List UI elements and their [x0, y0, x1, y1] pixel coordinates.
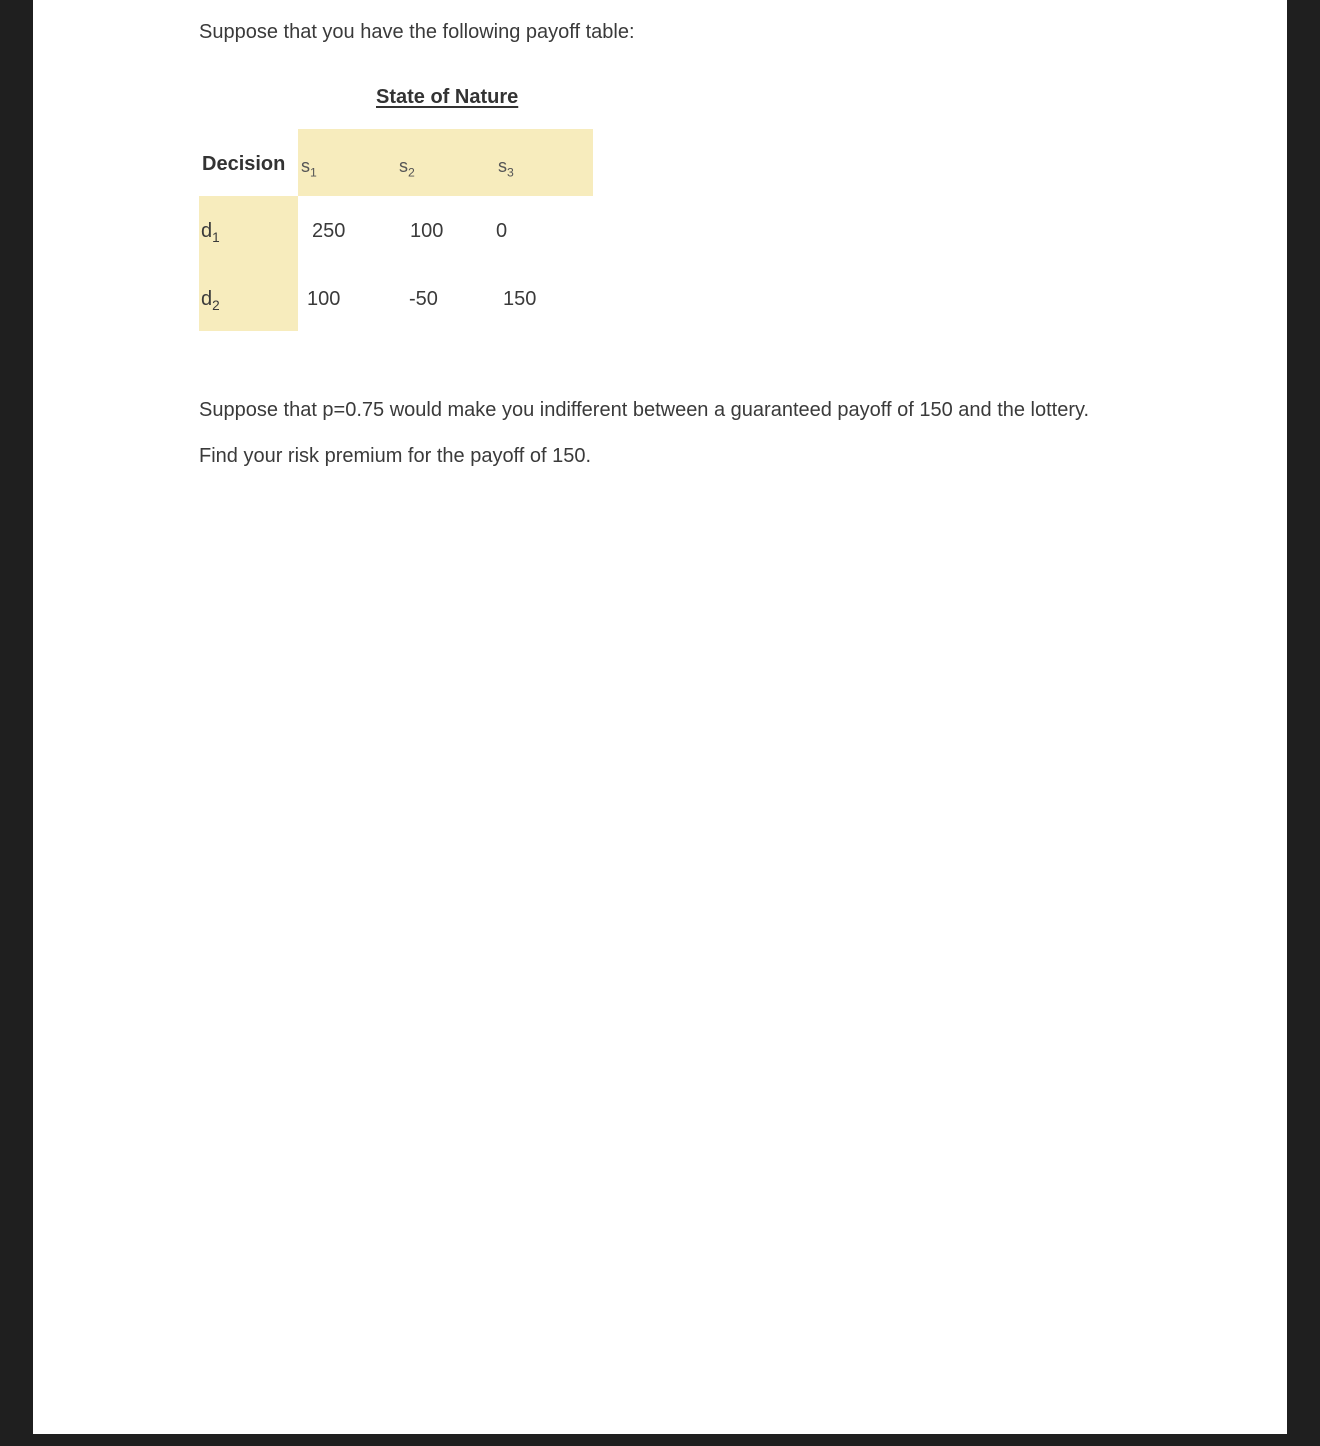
- payoff-d2-s2: -50: [409, 288, 438, 310]
- intro-text: Suppose that you have the following payoff table:: [199, 21, 635, 43]
- question-line-1: Suppose that p=0.75 would make you indifferent between a guaranteed payoff of 150 and the lottery.: [199, 399, 1090, 421]
- state-header-s3: $s_3$: [498, 156, 514, 180]
- payoff-d2-s1: 100: [307, 288, 341, 310]
- payoff-d2-s3: 150: [503, 288, 537, 310]
- table-title: State of Nature: [376, 86, 519, 108]
- document-page: [33, 0, 1287, 1434]
- state-header-s2: $s_2$: [399, 156, 415, 180]
- decision-label-d1: $d_1$: [201, 220, 220, 245]
- payoff-d1-s1: 250: [312, 220, 346, 242]
- payoff-d1-s2: 100: [410, 220, 444, 242]
- question-line-2: Find your risk premium for the payoff of 150.: [199, 445, 592, 467]
- states-header-highlight: [298, 129, 593, 196]
- decision-label-d2: $d_2$: [201, 288, 220, 313]
- decision-header: Decision: [202, 153, 286, 175]
- state-header-s1: $s_1$: [301, 156, 317, 180]
- payoff-d1-s3: 0: [496, 220, 508, 242]
